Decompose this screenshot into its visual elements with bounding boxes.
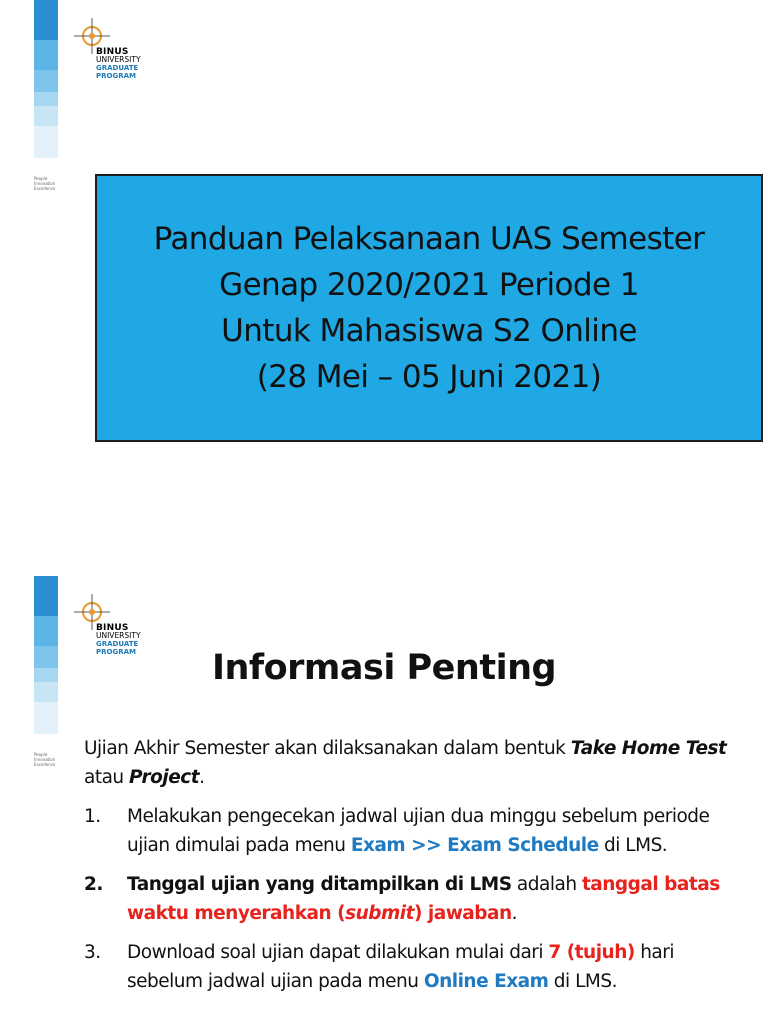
title-line: Untuk Mahasiswa S2 Online	[221, 313, 637, 349]
logo-line-binus: BINUS	[96, 47, 129, 57]
logo-line-program: PROGRAM	[96, 72, 136, 80]
logo-tagline: People Innovation Excellence	[34, 176, 56, 191]
menu-link: Online Exam	[423, 971, 549, 992]
binus-logo	[72, 16, 162, 86]
page-title: Informasi Penting	[211, 648, 557, 688]
title-line: (28 Mei – 05 Juni 2021)	[256, 359, 602, 395]
logo-line-binus: BINUS	[96, 623, 129, 633]
list-item: 3. Download soal ujian dapat dilakukan mulai dari 7 (tujuh) hari sebelum jadwal ujian pada menu Online Exam di LMS.	[84, 938, 754, 996]
list-item: 1. Melakukan pengecekan jadwal ujian dua minggu sebelum periode ujian dimulai pada menu Exam >> Exam Schedule di LMS.	[84, 802, 754, 860]
slide-title	[0, 0, 768, 470]
title-line: Genap 2020/2021 Periode 1	[219, 267, 639, 303]
list-item: 2. Tanggal ujian yang ditampilkan di LMS adalah tanggal batas waktu menyerahkan (submit) jawaban.	[84, 870, 754, 928]
title-box	[95, 174, 763, 442]
logo-line-university: UNIVERSITY	[96, 55, 141, 64]
slide-gap	[0, 470, 768, 576]
list-number: 1.	[84, 806, 101, 827]
logo-line-graduate: GRADUATE	[96, 64, 139, 72]
info-body	[84, 734, 754, 1006]
list-number: 2.	[84, 874, 103, 895]
list-number: 3.	[84, 942, 101, 963]
logo-tagline: People Innovation Excellence	[34, 752, 56, 767]
menu-path-link: Exam >> Exam Schedule	[350, 835, 599, 856]
title-line: Panduan Pelaksanaan UAS Semester	[153, 221, 705, 257]
logo-line-program: PROGRAM	[96, 648, 136, 656]
decorative-strip	[34, 0, 58, 158]
slide-info	[0, 576, 768, 1024]
intro-paragraph: Ujian Akhir Semester akan dilaksanakan dalam bentuk Take Home Test atau Project.	[84, 738, 727, 788]
logo-line-graduate: GRADUATE	[96, 640, 139, 648]
logo-line-university: UNIVERSITY	[96, 631, 141, 640]
